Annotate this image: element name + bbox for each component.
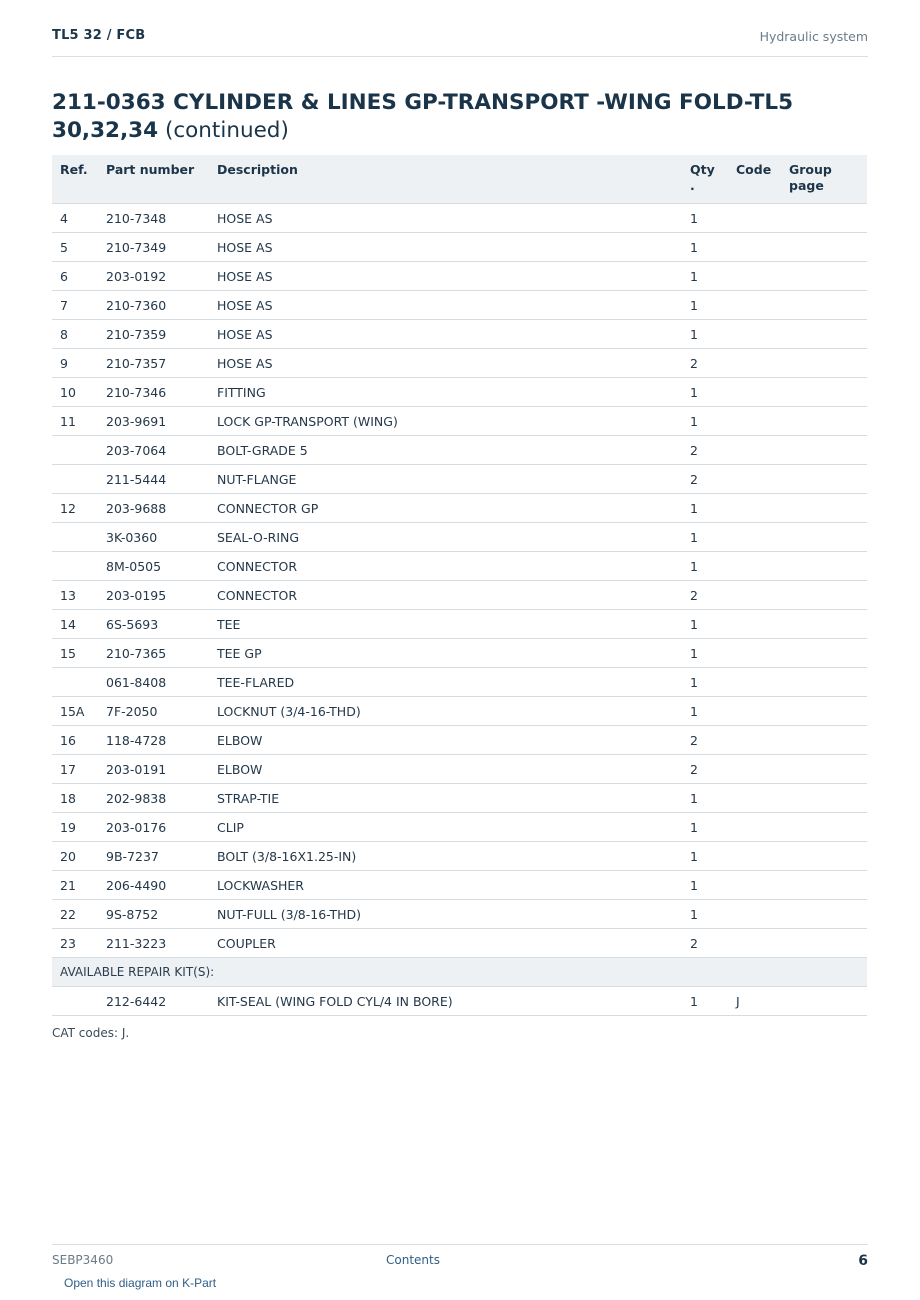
- cell-group-page: [781, 842, 867, 871]
- table-row: [52, 610, 867, 639]
- cell-qty: 1: [682, 262, 728, 291]
- cell-part-number: 211-3223: [98, 929, 209, 958]
- repair-kits-label: AVAILABLE REPAIR KIT(S):: [52, 958, 867, 987]
- cell-code: [728, 929, 781, 958]
- col-description: Description: [209, 155, 682, 204]
- cell-part-number: 210-7365: [98, 639, 209, 668]
- parts-table: [52, 155, 867, 1016]
- cell-code: [728, 494, 781, 523]
- cell-code: [728, 407, 781, 436]
- cell-qty: 2: [682, 755, 728, 784]
- cell-ref: 17: [52, 755, 98, 784]
- table-row: [52, 813, 867, 842]
- cell-code: [728, 291, 781, 320]
- table-row: [52, 320, 867, 349]
- cell-description: TEE GP: [209, 639, 682, 668]
- page-number: 6: [858, 1253, 868, 1269]
- cell-part-number: 210-7360: [98, 291, 209, 320]
- table-row: [52, 378, 867, 407]
- table-row: [52, 929, 867, 958]
- cell-ref: 23: [52, 929, 98, 958]
- cell-group-page: [781, 204, 867, 233]
- cell-code: [728, 320, 781, 349]
- table-row: [52, 233, 867, 262]
- cell-qty: 2: [682, 581, 728, 610]
- cell-qty: 1: [682, 900, 728, 929]
- cell-description: TEE: [209, 610, 682, 639]
- table-row: [52, 784, 867, 813]
- table-row: [52, 987, 867, 1016]
- cell-qty: 1: [682, 291, 728, 320]
- cell-group-page: [781, 668, 867, 697]
- cell-part-number: 9S-8752: [98, 900, 209, 929]
- cell-ref: 4: [52, 204, 98, 233]
- cell-group-page: [781, 813, 867, 842]
- cell-qty: 1: [682, 639, 728, 668]
- table-row: [52, 581, 867, 610]
- cell-ref: 15: [52, 639, 98, 668]
- table-row: [52, 204, 867, 233]
- cell-code: [728, 610, 781, 639]
- cell-part-number: 202-9838: [98, 784, 209, 813]
- cell-group-page: [781, 436, 867, 465]
- cell-part-number: 211-5444: [98, 465, 209, 494]
- cell-qty: 1: [682, 204, 728, 233]
- cell-code: [728, 639, 781, 668]
- table-row: [52, 465, 867, 494]
- title-main: 211-0363 CYLINDER & LINES GP-TRANSPORT -WING FOLD-TL5 30,32,34: [52, 90, 794, 143]
- page-title: [52, 89, 852, 145]
- cell-part-number: 206-4490: [98, 871, 209, 900]
- cell-ref: 20: [52, 842, 98, 871]
- cell-qty: 1: [682, 842, 728, 871]
- cell-ref: 18: [52, 784, 98, 813]
- cell-ref: 15A: [52, 697, 98, 726]
- cell-code: [728, 871, 781, 900]
- cell-description: CONNECTOR: [209, 552, 682, 581]
- cell-description: CONNECTOR GP: [209, 494, 682, 523]
- cell-ref: 19: [52, 813, 98, 842]
- cell-qty: 2: [682, 929, 728, 958]
- cell-description: LOCK GP-TRANSPORT (WING): [209, 407, 682, 436]
- cell-qty: 1: [682, 494, 728, 523]
- cell-part-number: 3K-0360: [98, 523, 209, 552]
- cell-qty: 1: [682, 813, 728, 842]
- cell-description: KIT-SEAL (WING FOLD CYL/4 IN BORE): [209, 987, 682, 1016]
- cell-ref: 16: [52, 726, 98, 755]
- cell-code: [728, 552, 781, 581]
- table-row: [52, 900, 867, 929]
- cell-group-page: [781, 755, 867, 784]
- cell-part-number: 7F-2050: [98, 697, 209, 726]
- cell-qty: 1: [682, 697, 728, 726]
- table-row: [52, 755, 867, 784]
- cell-qty: 1: [682, 987, 728, 1016]
- cell-part-number: 210-7346: [98, 378, 209, 407]
- cell-part-number: 203-0191: [98, 755, 209, 784]
- table-row: [52, 407, 867, 436]
- cell-description: HOSE AS: [209, 320, 682, 349]
- cell-part-number: 210-7348: [98, 204, 209, 233]
- cell-qty: 1: [682, 668, 728, 697]
- cell-group-page: [781, 987, 867, 1016]
- cell-description: HOSE AS: [209, 204, 682, 233]
- cell-group-page: [781, 349, 867, 378]
- cell-ref: [52, 465, 98, 494]
- cell-ref: 5: [52, 233, 98, 262]
- repair-kits-header: [52, 958, 867, 987]
- cell-qty: 1: [682, 784, 728, 813]
- cell-code: [728, 465, 781, 494]
- cell-ref: [52, 523, 98, 552]
- contents-link[interactable]: Contents: [386, 1253, 440, 1267]
- cell-ref: 14: [52, 610, 98, 639]
- cell-group-page: [781, 407, 867, 436]
- cell-description: FITTING: [209, 378, 682, 407]
- table-row: [52, 726, 867, 755]
- cell-description: ELBOW: [209, 726, 682, 755]
- cell-description: CONNECTOR: [209, 581, 682, 610]
- cell-part-number: 203-9688: [98, 494, 209, 523]
- cell-group-page: [781, 233, 867, 262]
- cell-part-number: 210-7357: [98, 349, 209, 378]
- cell-description: LOCKNUT (3/4-16-THD): [209, 697, 682, 726]
- cell-code: [728, 436, 781, 465]
- cell-qty: 1: [682, 871, 728, 900]
- model-label: TL5 32 / FCB: [52, 28, 146, 43]
- cell-ref: 8: [52, 320, 98, 349]
- cell-group-page: [781, 639, 867, 668]
- cell-code: [728, 233, 781, 262]
- cell-group-page: [781, 871, 867, 900]
- cell-description: BOLT-GRADE 5: [209, 436, 682, 465]
- cell-qty: 2: [682, 436, 728, 465]
- cell-part-number: 210-7349: [98, 233, 209, 262]
- cell-part-number: 6S-5693: [98, 610, 209, 639]
- cell-qty: 1: [682, 233, 728, 262]
- parts-table-body: [52, 204, 867, 1016]
- cell-part-number: 203-0192: [98, 262, 209, 291]
- table-row: [52, 697, 867, 726]
- cell-ref: 22: [52, 900, 98, 929]
- cell-group-page: [781, 552, 867, 581]
- cell-part-number: 203-9691: [98, 407, 209, 436]
- cell-code: [728, 523, 781, 552]
- cell-code: [728, 900, 781, 929]
- cell-description: HOSE AS: [209, 349, 682, 378]
- page-header: [52, 28, 868, 57]
- cell-ref: [52, 552, 98, 581]
- cell-group-page: [781, 320, 867, 349]
- col-part-number: Part number: [98, 155, 209, 204]
- cell-ref: 12: [52, 494, 98, 523]
- cell-ref: [52, 987, 98, 1016]
- cell-ref: 13: [52, 581, 98, 610]
- cell-group-page: [781, 697, 867, 726]
- cell-qty: 1: [682, 407, 728, 436]
- cell-part-number: 061-8408: [98, 668, 209, 697]
- col-group-page: Group page: [781, 155, 867, 204]
- cell-description: TEE-FLARED: [209, 668, 682, 697]
- cell-description: SEAL-O-RING: [209, 523, 682, 552]
- cell-ref: 10: [52, 378, 98, 407]
- cell-description: STRAP-TIE: [209, 784, 682, 813]
- table-row: [52, 349, 867, 378]
- table-row: [52, 494, 867, 523]
- cell-code: [728, 204, 781, 233]
- cell-code: [728, 726, 781, 755]
- cell-ref: 7: [52, 291, 98, 320]
- cell-qty: 1: [682, 610, 728, 639]
- title-suffix: (continued): [164, 118, 289, 143]
- cell-description: NUT-FULL (3/8-16-THD): [209, 900, 682, 929]
- cell-code: [728, 581, 781, 610]
- cell-code: [728, 784, 781, 813]
- col-qty: Qty .: [682, 155, 728, 204]
- col-code: Code: [728, 155, 781, 204]
- cell-description: COUPLER: [209, 929, 682, 958]
- cell-description: HOSE AS: [209, 233, 682, 262]
- cell-code: [728, 668, 781, 697]
- table-row: [52, 291, 867, 320]
- cell-qty: 1: [682, 378, 728, 407]
- cell-ref: [52, 668, 98, 697]
- cell-ref: 6: [52, 262, 98, 291]
- table-row: [52, 639, 867, 668]
- cell-qty: 1: [682, 320, 728, 349]
- cell-group-page: [781, 900, 867, 929]
- cell-part-number: 9B-7237: [98, 842, 209, 871]
- cell-group-page: [781, 929, 867, 958]
- cell-description: HOSE AS: [209, 262, 682, 291]
- cell-qty: 1: [682, 552, 728, 581]
- cell-code: [728, 755, 781, 784]
- cell-ref: 11: [52, 407, 98, 436]
- cell-part-number: 210-7359: [98, 320, 209, 349]
- cell-description: BOLT (3/8-16X1.25-IN): [209, 842, 682, 871]
- cell-description: ELBOW: [209, 755, 682, 784]
- cell-group-page: [781, 291, 867, 320]
- cell-group-page: [781, 784, 867, 813]
- kpart-link[interactable]: Open this diagram on K-Part: [64, 1276, 217, 1290]
- cell-part-number: 8M-0505: [98, 552, 209, 581]
- cell-description: LOCKWASHER: [209, 871, 682, 900]
- cell-part-number: 203-0176: [98, 813, 209, 842]
- cell-group-page: [781, 581, 867, 610]
- cell-code: [728, 813, 781, 842]
- cell-qty: 1: [682, 523, 728, 552]
- cell-part-number: 118-4728: [98, 726, 209, 755]
- cell-code: [728, 262, 781, 291]
- table-row: [52, 871, 867, 900]
- cell-ref: 9: [52, 349, 98, 378]
- cell-code: [728, 349, 781, 378]
- cell-ref: [52, 436, 98, 465]
- table-row: [52, 523, 867, 552]
- cell-group-page: [781, 262, 867, 291]
- cell-description: HOSE AS: [209, 291, 682, 320]
- table-header-row: [52, 155, 867, 204]
- cell-qty: 2: [682, 349, 728, 378]
- cell-qty: 2: [682, 726, 728, 755]
- cell-code: [728, 697, 781, 726]
- cat-codes-note: CAT codes: J.: [52, 1026, 130, 1040]
- cell-group-page: [781, 726, 867, 755]
- col-ref: Ref.: [52, 155, 98, 204]
- table-row: [52, 842, 867, 871]
- table-row: [52, 436, 867, 465]
- cell-code: [728, 842, 781, 871]
- cell-group-page: [781, 494, 867, 523]
- cell-ref: 21: [52, 871, 98, 900]
- doc-id: SEBP3460: [52, 1253, 114, 1267]
- cell-group-page: [781, 378, 867, 407]
- table-row: [52, 262, 867, 291]
- cell-qty: 2: [682, 465, 728, 494]
- cell-part-number: 212-6442: [98, 987, 209, 1016]
- cell-part-number: 203-7064: [98, 436, 209, 465]
- cell-code: J: [728, 987, 781, 1016]
- cell-code: [728, 378, 781, 407]
- cell-group-page: [781, 465, 867, 494]
- cell-group-page: [781, 523, 867, 552]
- cell-description: NUT-FLANGE: [209, 465, 682, 494]
- cell-part-number: 203-0195: [98, 581, 209, 610]
- cell-group-page: [781, 610, 867, 639]
- cell-description: CLIP: [209, 813, 682, 842]
- table-row: [52, 552, 867, 581]
- table-row: [52, 668, 867, 697]
- section-label: Hydraulic system: [759, 29, 868, 44]
